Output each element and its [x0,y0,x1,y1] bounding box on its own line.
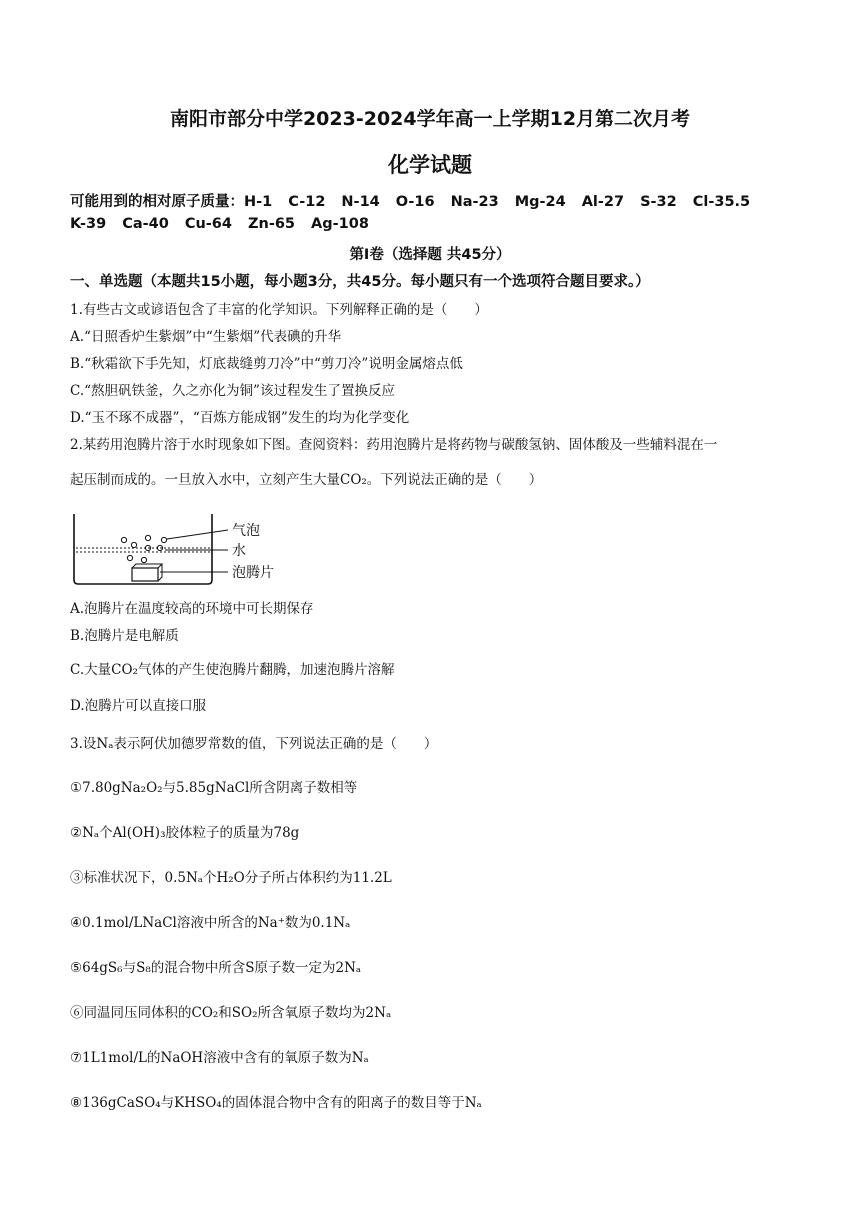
q1-option-a: A.“日照香炉生紫烟”中“生紫烟”代表碘的升华 [70,329,342,345]
q3-statement: ④0.1mol/LNaCl溶液中所含的Na⁺数为0.1Nₐ [70,915,351,931]
section-title: 第Ⅰ卷（选择题 共45分） [349,247,511,263]
atomic-mass: C-12 [288,194,326,210]
bubble-icon [131,542,136,547]
tablet-label: 泡腾片 [232,565,274,581]
q3-statement: ①7.80gNa₂O₂与5.85gNaCl所含阴离子数相等 [70,780,358,796]
label-leader [167,530,228,539]
q3-statement: ⑦1L1mol/L的NaOH溶液中含有的氧原子数为Nₐ [70,1050,369,1066]
bubble-icon [141,557,146,562]
exam-subject: 化学试题 [388,153,472,177]
q3-statement: ③标准状况下，0.5Nₐ个H₂O分子所占体积约为11.2L [70,870,392,886]
q2-stem-line-1: 2.某药用泡腾片溶于水时现象如下图。查阅资料：药用泡腾片是将药物与碳酸氢钠、固体酸及一些辅料混在一 [70,437,718,453]
atomic-mass: K-39 [70,216,107,232]
bubble-label: 气泡 [232,523,260,539]
water-label: 水 [232,543,246,559]
q2-stem-line-2: 起压制而成的。一旦放入水中，立刻产生大量CO₂。下列说法正确的是（ ） [70,472,543,488]
exam-title: 南阳市部分中学2023-2024学年高一上学期12月第二次月考 [169,108,691,130]
section-intro: 一、单选题（本题共15小题，每小题3分，共45分。每小题只有一个选项符合题目要求。） [70,274,650,290]
q2-option-d: D.泡腾片可以直接口服 [70,698,207,714]
q2-option-b: B.泡腾片是电解质 [70,628,179,644]
atomic-mass: S-32 [640,194,677,210]
atomic-mass: O-16 [395,194,435,210]
q2-option-c: C.大量CO₂气体的产生使泡腾片翻腾，加速泡腾片溶解 [70,662,395,678]
q1-option-d: D.“玉不琢不成器”，“百炼方能成钢”发生的均为化学变化 [70,410,410,426]
bubble-icon [145,535,150,540]
atomic-mass: Al-27 [581,194,625,210]
atomic-mass: Ca-40 [122,216,169,232]
atomic-mass: Zn-65 [247,216,296,232]
q3-stem: 3.设Nₐ表示阿伏加德罗常数的值，下列说法正确的是（ ） [70,736,438,752]
bubble-icon [161,537,166,542]
tablet [132,568,158,581]
atomic-mass-label: 可能用到的相对原子质量： [70,194,244,210]
atomic-mass: Na-23 [450,194,499,210]
q3-statement: ⑥同温同压同体积的CO₂和SO₂所含氧原子数均为2Nₐ [70,1005,392,1021]
atomic-mass: N-14 [341,194,380,210]
bubble-icon [121,537,126,542]
q3-statement: ②Nₐ个Al(OH)₃胶体粒子的质量为78g [70,825,300,841]
bubble-icon [127,555,132,560]
q2-option-a: A.泡腾片在温度较高的环境中可长期保存 [70,601,314,617]
effervescent-tablet-figure [70,508,340,588]
atomic-mass-row-1 [70,190,766,211]
atomic-mass: H-1 [244,194,273,210]
q1-stem: 1.有些古文或谚语包含了丰富的化学知识。下列解释正确的是（ ） [70,302,488,318]
atomic-mass: Ag-108 [311,216,369,232]
atomic-mass: Cu-64 [184,216,232,232]
atomic-mass-row-2 [70,216,385,232]
q1-option-b: B.“秋霜欲下手先知，灯底裁缝剪刀冷”中“剪刀冷”说明金属熔点低 [70,356,463,372]
atomic-mass: Mg-24 [514,194,566,210]
atomic-mass: Cl-35.5 [692,194,751,210]
q1-option-c: C.“熬胆矾铁釜，久之亦化为铜”该过程发生了置换反应 [70,383,395,399]
q3-statement: ⑧136gCaSO₄与KHSO₄的固体混合物中含有的阳离子的数目等于Nₐ [70,1095,482,1111]
q3-statement: ⑤64gS₆与S₈的混合物中所含S原子数一定为2Nₐ [70,960,362,976]
